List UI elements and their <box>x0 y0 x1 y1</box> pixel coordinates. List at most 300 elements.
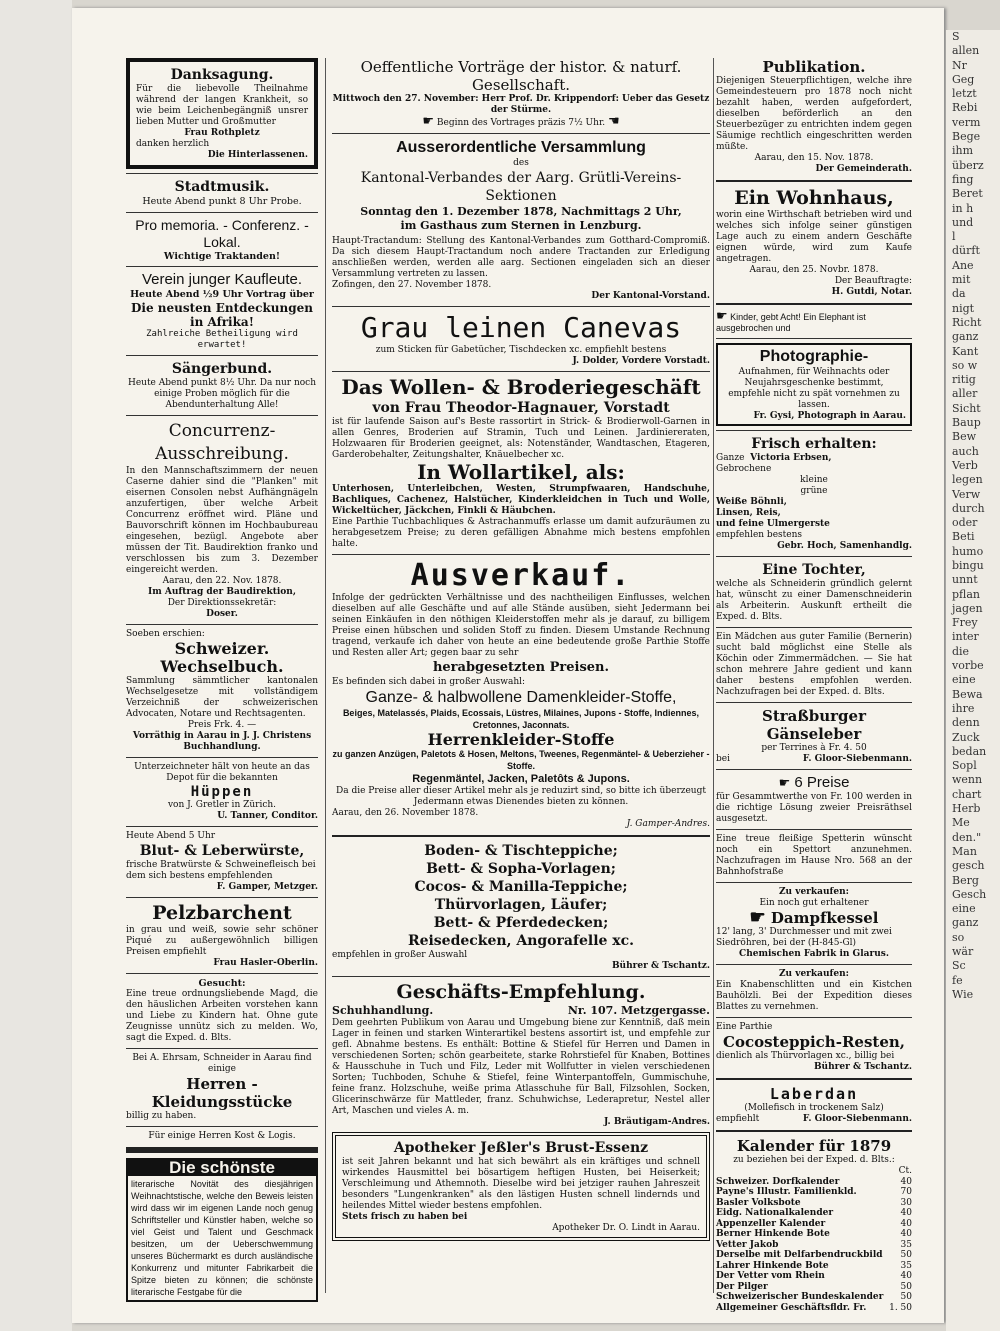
facing-page-line: Geg <box>952 72 975 86</box>
concurrenz-title: Concurrenz-Ausschreibung. <box>155 420 289 464</box>
wollen-subtitle: von Frau Theodor-Hagnauer, Vorstadt <box>372 400 670 416</box>
wollartikel-extra: Eine Parthie Tuchbachliques & Astrachanmuffs erlasse um damit aufzuräumen zu herabgesetzem Preise; zu deren gefälligen Abnahme mich bestens empfohlen halte. <box>332 517 710 549</box>
stadtmusik-body: Heute Abend punkt 8 Uhr Probe. <box>142 196 302 207</box>
gaenseleber-bei: bei <box>716 754 730 764</box>
kalender-price: 30 <box>900 1197 912 1208</box>
kalender-price: 1. 50 <box>889 1302 912 1313</box>
kalender-notice <box>716 1137 912 1313</box>
wechselbuch-stock: Vorräthig in Aarau in J. J. Christens Buchhandlung. <box>132 730 312 752</box>
pelzbarchent-title: Pelzbarchent <box>152 901 292 924</box>
verein-line3: Zahlreiche Betheiligung wird erwartet! <box>146 328 298 350</box>
blutwurst-body: frische Bratwürste & Schweinefleisch bei dem sich bestens empfehlenden <box>126 859 316 881</box>
pro-memoria-title: Pro memoria. - Conferenz. - Lokal. <box>135 216 309 250</box>
spetterin-body: Eine treue fleißige Spetterin wünscht noch ein Spettort anzunehmen. Nachzufragen im Hause Nro. 568 an der Bahnhofstraße <box>716 834 912 877</box>
schlitten-verkaufen: Zu verkaufen: <box>778 969 850 979</box>
facing-page-line: durch <box>952 501 985 515</box>
apotheker-signature: Apotheker Dr. O. Lindt in Aarau. <box>552 1223 700 1233</box>
ausverkauf-signature: J. Gamper-Andres. <box>626 819 710 829</box>
kalender-row <box>716 1229 912 1240</box>
apotheker-title: Apotheker Jeßler's Brust-Essenz <box>393 1140 649 1156</box>
dampfkessel-signature: Chemischen Fabrik in Glarus. <box>739 949 889 959</box>
cocos-title: Cocosteppich-Resten, <box>723 1033 905 1051</box>
kalender-name: Payne's Illustr. Familienkld. <box>716 1187 857 1197</box>
facing-page-line: verm <box>952 115 981 129</box>
teppiche-notice <box>332 842 710 972</box>
kalender-title: Kalender für 1879 <box>736 1137 892 1155</box>
facing-page-line: ganz <box>952 330 979 344</box>
kalender-row <box>716 1219 912 1230</box>
facing-page-line: wär <box>952 945 974 958</box>
kalender-row <box>716 1177 912 1188</box>
cocos-body: dienlich als Thürvorlagen xc., billig bei <box>716 1051 895 1061</box>
kalender-price: 40 <box>900 1229 912 1239</box>
facing-page-line: ritig <box>952 373 976 387</box>
facing-page-line: vorbe <box>952 659 984 673</box>
geschaefts-body: Dem geehrten Publikum von Aarau und Umgebung biene zur Kenntniß, daß mein Lager in feinen und starken Winterartikel bestens assortirt ist, und empfehle zur gefl. Abnahme bestens. Es enthält: Bottine & Stiefel für Herren und Damen in verschiedenen Sorten; schön gearbeitete, starke Rohrstiefel für Knaben, Bottines & Hausschuhe in Tuch und Filz, Leder mit Wollfutter in vielen verschiedenen Sorten; Tuchboden, Schuhe & Stiefel, feine Winterpantoffeln, Gummischuhe, feine franz. Holzschuhe, weiße prima Atlasschuhe für Ball, Filzsohlen, Socken, Glicerinschwärze für Mattleder, franz. Schuhwichse, Lederapretur, Nestel aller Art, Maschen und vieles A. m. <box>332 1018 710 1116</box>
facing-page-line: ganz <box>952 916 979 930</box>
kost-text: Für einige Herren Kost & Logis. <box>148 1131 296 1141</box>
wollen-title: Das Wollen- & Broderiegeschäft <box>341 375 701 399</box>
laberdan-empfiehlt: empfiehlt <box>716 1114 760 1124</box>
teppiche-line5: Bett- & Pferdedecken; <box>433 915 609 931</box>
preise-notice <box>716 774 912 825</box>
kalender-row <box>716 1303 912 1314</box>
kalender-price: 50 <box>900 1292 912 1302</box>
pointing-hand-icon: ☛ <box>778 775 791 790</box>
kalender-name: Basler Volksbote <box>716 1197 801 1208</box>
hueppen-notice <box>126 762 318 822</box>
facing-page-fragment <box>946 30 1000 1331</box>
facing-page-line: Bege <box>952 130 981 144</box>
facing-page-line: humo <box>952 544 984 558</box>
facing-page-line: Nr <box>952 58 967 72</box>
wechselbuch-title: Schweizer. Wechselbuch. <box>160 638 284 676</box>
kalender-name: Berner Hinkende Bote <box>716 1229 830 1239</box>
concurrenz-auftrag: Im Auftrag der Baudirektion, <box>148 586 296 597</box>
wechselbuch-body: Sammlung sämmtlicher kantonalen Wechselgesetze mit vollständigem Verzeichniß der schweizerischen Advocaten, Notare und Rechtsagenten. <box>126 675 318 719</box>
facing-page-line: so <box>952 930 965 944</box>
verein-line2: Die neusten Entdeckungen in Afrika! <box>131 300 313 329</box>
dampfkessel-verkaufen: Zu verkaufen: <box>778 887 850 897</box>
facing-page-line: eine <box>952 673 976 687</box>
teppiche-empfehlen: empfehlen in großer Auswahl <box>332 950 468 960</box>
concurrenz-body: In den Mannschaftszimmern der neuen Caserne dahier sind die "Planken" mit eisernen Consolen nebst Aufhängnägeln anzufertigen, über welche Arbeit Concurrenz eröffnet wird. Pläne und Bauvorschrift können im Hochbaubureau eingesehen, bezügl. Angebote aber müssen der Tit. Baudirektion franko und verschlossen bis zum 3. Dezember eingereicht werden. <box>126 465 318 575</box>
facing-page-line: Beti <box>952 530 975 544</box>
schoenste-title: Die schönste <box>128 1160 316 1176</box>
herren-intro: Bei A. Ehrsam, Schneider in Aarau find einige <box>132 1053 312 1074</box>
column-left <box>126 58 318 1302</box>
kinder-body: Kinder, gebt Acht! Ein Elephant ist ausgebrochen und <box>716 312 866 333</box>
vortraege-title: Oeffentliche Vorträge der histor. & naturf. Gesellschaft. <box>360 58 682 94</box>
laberdan-notice <box>716 1085 912 1125</box>
facing-page-line: Bewa <box>952 687 983 701</box>
photographie-signature: Fr. Gysi, Photograph in Aarau. <box>753 411 906 421</box>
gaenseleber-row <box>716 754 912 765</box>
facing-page-line: pflan <box>952 587 981 601</box>
apotheker-stets: Stets frisch zu haben bei <box>342 1212 468 1222</box>
kalender-row <box>716 1292 912 1303</box>
regenmaentel-line: Regenmäntel, Jacken, Paletôts & Jupons. <box>412 773 630 785</box>
ausverkauf-date: Aarau, den 26. November 1878. <box>332 808 479 818</box>
pointing-hand-icon: ☚ <box>608 114 620 129</box>
pelzbarchent-notice <box>126 902 318 969</box>
facing-page-line: l <box>952 230 956 244</box>
facing-page-line: Herb <box>952 802 981 816</box>
wohnhaus-body: worin eine Wirthschaft betrieben wird und welches sich infolge seiner günstigen Lage auch zu einem andern Geschäfte eignen würde, wird zum Kaufe angetragen. <box>716 210 912 264</box>
frisch-title: Frisch erhalten: <box>751 436 877 452</box>
danksagung-signature: Die Hinterlassenen. <box>207 150 308 160</box>
facing-page-line: Sicht <box>952 401 981 415</box>
facing-page-line: inter <box>952 630 979 644</box>
kalender-name: Der Vetter vom Rhein <box>716 1271 825 1281</box>
hueppen-intro: Unterzeichneter hält von heute an das Depot für die bekannten <box>134 761 310 783</box>
versammlung-signature: Der Kantonal-Vorstand. <box>591 291 710 301</box>
herren-title: Herren - Kleidungsstücke <box>151 1075 293 1111</box>
kalender-table <box>716 1166 912 1313</box>
facing-page-line: bingu <box>952 558 984 572</box>
versammlung-notice <box>332 138 710 302</box>
column-rule <box>325 58 326 1293</box>
frisch-row5: Weiße Böhnli, <box>716 497 787 507</box>
dampfkessel-body: 12' lang, 3' Durchmesser und mit zwei Siedröhren, bei der (H-845-Gl) <box>716 927 892 948</box>
ausverkauf-title: Ausverkauf. <box>410 558 632 593</box>
saengerbund-body: Heute Abend punkt 8½ Uhr. Da nur noch einige Proben möglich für die Abendunterhaltung Alle! <box>127 377 317 410</box>
damenkleider-title: Ganze- & halbwollene Damenkleider-Stoffe, <box>365 689 677 706</box>
wollartikel-body: Unterhosen, Unterleibchen, Westen, Strumpfwaaren, Handschuhe, Bachliques, Cachenez, Halstücher, Kinderkleidchen in Tuch und Wolle, Wickeltücher, Jäckchen, Finkli & Häubchen. <box>332 484 710 516</box>
danksagung-name: Frau Rothpletz <box>184 128 260 138</box>
preise-body: für Gesammtwerthe von Fr. 100 werden in die richtige Lösung zweier Preisräthsel ausgesetzt. <box>716 792 912 824</box>
vortraege-line2 <box>332 116 710 129</box>
pointing-hand-icon: ☛ <box>749 907 766 928</box>
kalender-price: 50 <box>900 1281 912 1292</box>
kalender-price: 50 <box>900 1250 912 1260</box>
tochter-body: welche als Schneiderin gründlich gelernt hat, wünscht zu einer Damenschneiderin als Arbeiterin. Auskunft ertheilt die Exped. d. Blts. <box>716 579 912 622</box>
facing-page-line: Richt <box>952 315 982 329</box>
facing-page-line: legen <box>952 473 983 487</box>
frisch-signature: Gebr. Hoch, Samenhandlg. <box>777 541 912 551</box>
frisch-row6: Linsen, Reis, <box>716 508 781 518</box>
kalender-name: Lahrer Hinkende Bote <box>716 1260 829 1271</box>
ausverkauf-body: Infolge der gedrückten Verhältnisse und des nachtheiligen Einflusses, welchen dieselben auf alle Geschäfte und auf alle Stände ausüben, sieht Jedermann bei seinen Einkäufen in den nöthigen Kleiderstoffen mehr als je darauf, zu billigem Preise einen hübschen und soliden Stoff zu finden. Diesem Umstande Rechnung tragend, verkaufe ich daher von heute an eine bedeutende große Parthie Stoffe und Resten aller Art; gegen baar zu sehr <box>332 593 710 658</box>
wechselbuch-soeben: Soeben erschien: <box>126 628 205 639</box>
kalender-header-row <box>716 1166 912 1177</box>
facing-page-line: aller <box>952 387 978 401</box>
frisch-row7: und feine Ulmergerste <box>716 519 830 529</box>
facing-page-line: fing <box>952 172 974 186</box>
facing-page-line: Man <box>952 844 977 858</box>
kalender-name: Allgemeiner Geschäftsfldr. Fr. <box>716 1302 867 1313</box>
kalender-unit: Ct. <box>898 1166 912 1176</box>
canevas-signature: J. Dolder, Vordere Vorstadt. <box>572 356 710 366</box>
facing-page-line: dürft <box>952 244 980 258</box>
verein-title: Verein junger Kaufleute. <box>141 271 303 288</box>
facing-page-line: überz <box>952 158 984 172</box>
concurrenz-secretary: Der Direktionssekretär: <box>167 597 277 608</box>
column-right <box>716 58 912 1313</box>
versammlung-line3: im Gasthaus zum Sternen in Lenzburg. <box>400 219 642 232</box>
facing-page-line: Verw <box>952 487 981 501</box>
laberdan-signature: F. Gloor-Siebenmann. <box>802 1114 912 1124</box>
kalender-subtitle: zu beziehen bei der Exped. d. Blts.: <box>733 1155 895 1165</box>
verein-line1: Heute Abend ½9 Uhr Vortrag über <box>130 289 314 300</box>
facing-page-line: da <box>952 287 966 301</box>
kalender-name: Der Pilger <box>716 1281 768 1292</box>
kalender-name: Schweizerischer Bundeskalender <box>716 1292 884 1302</box>
tochter-notice <box>716 561 912 623</box>
schoenste-notice <box>126 1158 318 1302</box>
kost-notice <box>126 1131 318 1142</box>
concurrenz-notice <box>126 420 318 620</box>
blutwurst-title: Blut- & Leberwürste, <box>139 842 305 859</box>
facing-page-line: Frey <box>952 616 978 630</box>
facing-page-line: Sopl <box>952 759 977 773</box>
laberdan-row <box>716 1114 912 1125</box>
kalender-name: Eidg. Nationalkalender <box>716 1208 834 1218</box>
facing-page-line: Zuck <box>952 730 980 744</box>
gaenseleber-title: Straßburger Gänseleber <box>761 707 866 743</box>
schlitten-notice <box>716 969 912 1013</box>
publikation-title: Publikation. <box>762 58 866 76</box>
herrenkleider-body: zu ganzen Anzügen, Paletots & Hosen, Meltons, Tweenes, Regenmäntel- & Ueberzieher - Stoffe. <box>332 749 710 771</box>
facing-page-line: bedan <box>952 744 987 758</box>
kalender-name: Appenzeller Kalender <box>716 1218 826 1229</box>
schlitten-body: Ein Knabenschlitten und ein Kistchen Bauhölzli. Bei der Expedition dieses Blattes zu vernehmen. <box>716 980 912 1012</box>
wollen-body: ist für laufende Saison auf's Beste rassortirt in Strick- & Brodierwoll-Garnen in allen Genres, Broderien auf Stramin, Tuch und Leinen. Jardiniereraten, Holzwaaren für Broderien geeignet, als: Notenständer, Wandtaschen, Etageren, Garderobehalter, Zeitungshalter, Knäuelbecher xc. <box>332 417 710 460</box>
frisch-empfehlen: empfehlen bestens <box>716 530 803 540</box>
hueppen-signature: U. Tanner, Conditor. <box>217 810 318 821</box>
facing-page-line: ihm <box>952 144 974 158</box>
vortraege-line1: Mittwoch den 27. November: Herr Prof. Dr. Krippendorf: Ueber das Gesetz der Stürme. <box>332 94 710 115</box>
teppiche-line1: Boden- & Tischteppiche; <box>424 843 618 859</box>
teppiche-line2: Bett- & Sopha-Vorlagen; <box>426 861 616 877</box>
book-spine <box>0 0 72 1331</box>
ausverkauf-note: Da die Preise aller dieser Artikel mehr als je reduzirt sind, so bitte ich überzeugt Jedermann etwas Dienendes bieten zu können. <box>336 786 706 807</box>
danksagung-title: Danksagung. <box>170 67 274 83</box>
kalender-price: 40 <box>900 1271 912 1281</box>
facing-page-line: Rebi <box>952 101 978 115</box>
danksagung-thanks: danken herzlich <box>136 139 210 149</box>
kalender-row <box>716 1282 912 1293</box>
pro-memoria-subtitle: Wichtige Traktanden! <box>163 250 281 262</box>
laberdan-subtitle: (Mollefisch in trockenem Salz) <box>744 1103 884 1113</box>
teppiche-line4: Thürvorlagen, Läufer; <box>434 897 608 913</box>
facing-page-line: gesch <box>952 859 985 873</box>
kalender-name: Derselbe mit Delfarbendruckbild <box>716 1250 883 1260</box>
dampfkessel-intro: Ein noch gut erhaltener <box>759 898 869 908</box>
versammlung-date: Zofingen, den 27. November 1878. <box>332 280 492 290</box>
cocos-parthie: Eine Parthie <box>716 1022 773 1032</box>
teppiche-signature: Bührer & Tschantz. <box>611 961 710 971</box>
facing-page-line: ihre <box>952 701 975 715</box>
publikation-body: Diejenigen Steuerpflichtigen, welche ihre Gemeindesteuern pro 1878 noch nicht bezahlt haben, werden aufgefordert, dieselben beförderlich an den Steuerbezüger zu entrichten indem gegen Säumige rechtlich eingeschritten werden müßte. <box>716 76 912 152</box>
apotheker-notice <box>332 1132 710 1241</box>
publikation-notice <box>716 58 912 175</box>
facing-page-line: den." <box>952 830 982 844</box>
wechselbuch-price: Preis Frk. 4. — <box>187 719 257 730</box>
stadtmusik-title: Stadtmusik. <box>174 179 270 195</box>
canevas-notice <box>332 311 710 367</box>
preise-title: 6 Preise <box>794 774 850 791</box>
kalender-price: 40 <box>900 1176 912 1187</box>
maedchen-notice <box>716 632 912 698</box>
herren-subtitle: billig zu haben. <box>126 1111 197 1121</box>
canevas-body: zum Sticken für Gabetücher, Tischdecken xc. empfiehlt bestens <box>375 345 667 355</box>
maedchen-body: Ein Mädchen aus guter Familie (Bernerin) sucht bald möglichst eine Stelle als Köchin oder Zimmermädchen. — Sie hat schon mehrere Jahre gedient und kann daher bestens empfohlen werden. Nachzufragen bei der Exped. d. Blts. <box>716 632 912 697</box>
facing-page-line: die <box>952 644 970 658</box>
wollen-notice <box>332 376 710 550</box>
facing-page-line: Kant <box>952 344 979 358</box>
wohnhaus-notice <box>716 187 912 298</box>
kalender-row <box>716 1208 912 1219</box>
blutwurst-notice <box>126 831 318 893</box>
photographie-title: Photographie- <box>759 348 869 365</box>
apotheker-body: ist seit Jahren bekannt und hat sich bewährt als ein kräftiges und schnell wirkendes Hausmittel bei bösartigem heftigen Husten, bei Heiserkeit; Verschleimung und Athemnoth. Dieselbe wird bei jetziger rauhen Jahreszeit besonders "Lungenkranken" als den lästigen Husten schnell lindernds und heilendes Mittel wieder bestens empfohlen. <box>342 1157 700 1211</box>
dampfkessel-title-row <box>716 909 912 927</box>
dampfkessel-title: Dampfkessel <box>770 909 879 927</box>
concurrenz-name: Doser. <box>206 608 238 619</box>
facing-page-line: eine <box>952 902 976 916</box>
facing-page-line: wenn <box>952 773 983 787</box>
facing-page-line: Gesch <box>952 887 987 901</box>
facing-page-line: und <box>952 215 974 229</box>
facing-page-line: denn <box>952 716 980 730</box>
photographie-notice <box>716 343 912 426</box>
ausverkauf-notice <box>332 559 710 830</box>
column-rule <box>713 58 714 1293</box>
facing-page-line: letzt <box>952 87 977 101</box>
geschaefts-address: Nr. 107. Metzgergasse. <box>567 1004 710 1017</box>
herren-notice <box>126 1053 318 1122</box>
frisch-row4: grüne <box>800 486 828 496</box>
versammlung-body: Haupt-Tractandum: Stellung des Kantonal-Verbandes zum Gotthard-Compromiß. Da sich diesem Haupt-Tractandum noch andere Tractanden zur Erledigung anschließen werden, werden alle aarg. Sectionen eingeladen sich an dieser Versammlung vertreten zu lassen. <box>332 236 710 279</box>
facing-page-line: Bew <box>952 430 977 444</box>
kalender-name: Vetter Jakob <box>716 1239 779 1250</box>
versammlung-line2: Sonntag den 1. Dezember 1878, Nachmittags 2 Uhr, <box>360 205 682 218</box>
pointing-hand-icon: ☛ <box>422 114 434 129</box>
facing-page-line: S <box>952 30 960 43</box>
kalender-price: 35 <box>900 1239 912 1250</box>
saengerbund-notice <box>126 360 318 411</box>
facing-page-line: Wie <box>952 987 974 1001</box>
kalender-row <box>716 1271 912 1282</box>
facing-page-line: Ane <box>952 258 974 272</box>
frisch-row3: kleine <box>800 475 828 485</box>
kalender-row <box>716 1187 912 1198</box>
ausverkauf-herab: herabgesetzten Preisen. <box>432 660 610 675</box>
column-middle <box>332 58 710 1241</box>
facing-page-line: unnt <box>952 573 978 587</box>
publikation-date: Aarau, den 15. Nov. 1878. <box>754 153 874 163</box>
facing-page-line: Verb <box>952 458 978 472</box>
tochter-title: Eine Tochter, <box>762 562 866 578</box>
kalender-row <box>716 1250 912 1261</box>
hueppen-from: von J. Gretler in Zürich. <box>167 799 277 810</box>
pointing-hand-icon: ☛ <box>716 308 728 323</box>
facing-page-line: Berg <box>952 873 979 887</box>
gesucht-notice <box>126 978 318 1045</box>
canevas-title: Grau leinen Canevas <box>360 311 682 344</box>
kinder-text <box>716 310 912 334</box>
kalender-name: Schweizer. Dorfkalender <box>716 1176 840 1187</box>
gaenseleber-signature: F. Gloor-Siebenmann. <box>802 754 912 764</box>
facing-page-line: allen <box>952 44 980 58</box>
kinder-notice <box>716 310 912 334</box>
facing-page-line: mit <box>952 273 971 287</box>
geschaefts-signature: J. Bräutigam-Andres. <box>604 1117 710 1127</box>
facing-page-line: in h <box>952 201 974 215</box>
kalender-price: 40 <box>900 1208 912 1218</box>
pelzbarchent-signature: Frau Hasler-Oberlin. <box>213 957 318 968</box>
herrenkleider-title: Herrenkleider-Stoffe <box>427 730 615 749</box>
cocos-notice <box>716 1022 912 1073</box>
saengerbund-title: Sängerbund. <box>171 360 273 377</box>
facing-page-line: fe <box>952 973 963 987</box>
danksagung-body: Für die liebevolle Theilnahme während der langen Krankheit, so wie beim Leichenbegängniß unsrer lieben Mutter und Großmutter <box>136 84 308 127</box>
kalender-row <box>716 1261 912 1272</box>
facing-page-line: nigt <box>952 301 975 315</box>
gaenseleber-price: per Terrines à Fr. 4. 50 <box>761 743 867 753</box>
kalender-row <box>716 1198 912 1209</box>
frisch-ganze: Ganze <box>716 453 745 463</box>
kalender-row <box>716 1240 912 1251</box>
facing-page-line: auch <box>952 444 979 458</box>
geschaefts-shop: Schuhhandlung. <box>332 1004 434 1017</box>
kalender-price: 40 <box>900 1218 912 1229</box>
kalender-price: 70 <box>900 1187 912 1197</box>
frisch-erbsen: Victoria Erbsen, <box>750 453 832 463</box>
facing-page-line: chart <box>952 787 982 801</box>
facing-page-line: Baup <box>952 416 981 430</box>
publikation-signature: Der Gemeinderath. <box>815 164 912 174</box>
photographie-body: Aufnahmen, für Weihnachts oder Neujahrsgeschenke bestimmt, empfehle nicht zu spät vornehmen zu lassen. <box>728 367 900 410</box>
facing-page-line: so w <box>952 358 978 372</box>
stadtmusik-notice <box>126 178 318 208</box>
frisch-row2: Gebrochene <box>716 464 772 474</box>
cocos-signature: Bührer & Tschantz. <box>813 1062 912 1072</box>
spetterin-notice <box>716 834 912 878</box>
frisch-notice <box>716 435 912 552</box>
facing-page-line: oder <box>952 516 978 530</box>
wohnhaus-beauftragte: Der Beauftragte: <box>834 276 912 286</box>
frisch-row1 <box>716 453 912 464</box>
vortraege-start: Beginn des Vortrages präzis 7½ Uhr. <box>436 118 606 128</box>
wollartikel-title: In Wollartikel, als: <box>417 460 625 484</box>
geschaefts-subtitle <box>332 1004 710 1018</box>
wohnhaus-title: Ein Wohnhaus, <box>734 187 894 209</box>
facing-page-line: Me <box>952 816 970 830</box>
teppiche-line6: Reisedecken, Angorafelle xc. <box>407 933 635 949</box>
damenkleider-list: Beiges, Matelassés, Plaids, Ecossais, Lüstres, Milaines, Jupons - Stoffe, Indiennes, Cretonnes, Jaconnats. <box>342 708 700 730</box>
concurrenz-date: Aarau, den 22. Nov. 1878. <box>162 575 282 586</box>
versammlung-des: des <box>513 158 529 168</box>
geschaefts-title: Geschäfts-Empfehlung. <box>396 981 646 1003</box>
vortraege-notice <box>332 58 710 129</box>
preise-title-row <box>716 774 912 792</box>
gaenseleber-notice <box>716 707 912 765</box>
kalender-price: 35 <box>900 1260 912 1271</box>
gesucht-body: Eine treue ordnungsliebende Magd, die den häuslichen Arbeiten vorstehen kann und Liebe zu Kindern hat. Ohne gute Zeugnisse unnütz sich zu melden. Wo, sagt die Exped. d. Blts. <box>126 989 318 1043</box>
pelzbarchent-body: in grau und weiß, sowie sehr schöner Piqué zu außergewöhnlich billigen Preisen empfiehlt <box>126 924 318 957</box>
facing-page-line: jagen <box>952 601 983 615</box>
teppiche-line3: Cocos- & Manilla-Teppiche; <box>414 879 628 895</box>
versammlung-title: Ausserordentliche Versammlung <box>396 139 646 156</box>
danksagung-notice <box>126 58 318 169</box>
facing-page-line: Beret <box>952 187 983 201</box>
wohnhaus-signature: H. Gutdi, Notar. <box>831 287 912 297</box>
schoenste-body: literarische Novität des diesjährigen Weihnachtstische, welche den Beweis leisten wird dass wir im eigenen Lande noch genug Schriftsteller und Künstler haben, welche so viel Geist und Talent und Geschmack besitzen, um der Ueberschwemmung unseres Büchermarkt es durch ausländische Konkurrenz und mitunter Fabrikarbeit die Spitze bieten zu können; die schönste literarische Festgabe für die <box>131 1178 313 1297</box>
hueppen-title: Hüppen <box>190 783 254 800</box>
gesucht-title: Gesucht: <box>198 977 246 989</box>
